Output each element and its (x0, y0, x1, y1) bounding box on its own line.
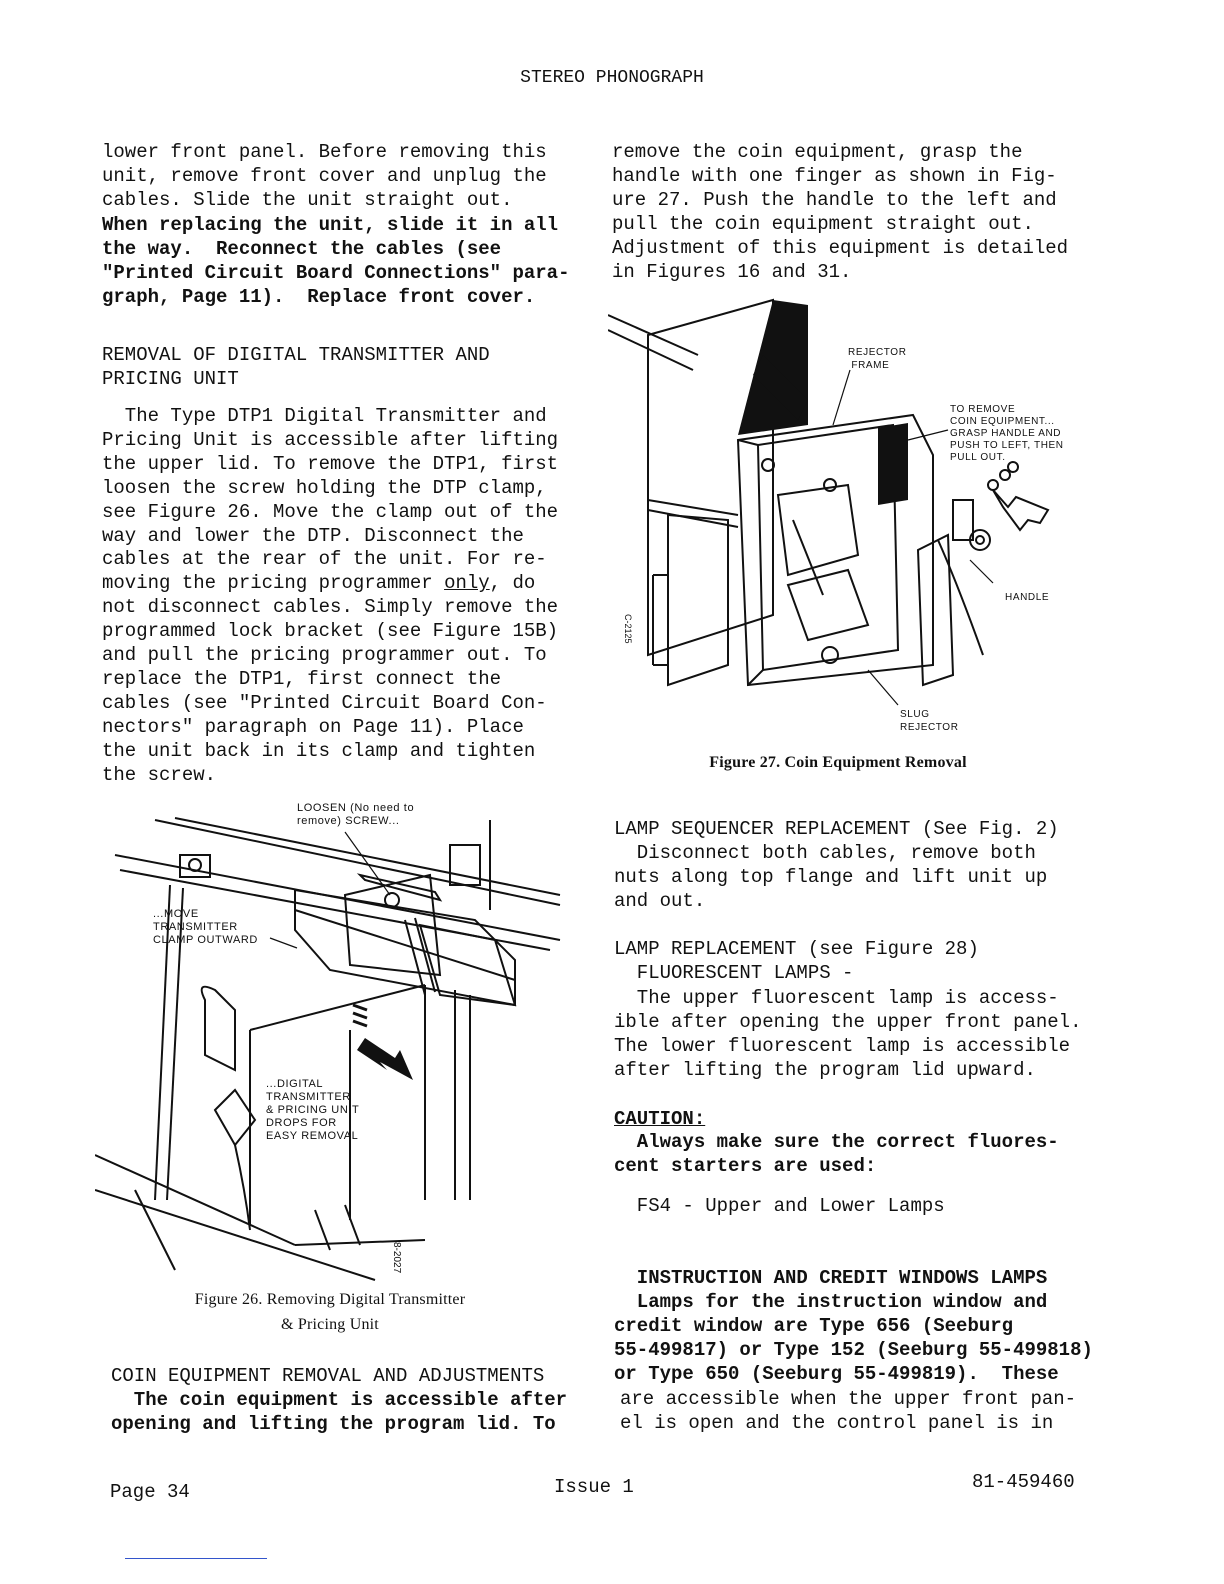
instruction-lamps-text: Lamps for the instruction window and credit window are Type 656 (Seeburg 55-499817) or Type 152 (Seeburg 55-499818) or Type 650 (Seeburg 55-499819). These (614, 1291, 1093, 1385)
figure-26-caption-line1: Figure 26. Removing Digital Transmitter (194, 1291, 466, 1308)
fig27-label-handle: HANDLE (1005, 592, 1050, 603)
fig27-label-slug-rejector: SLUG REJECTOR (900, 709, 959, 733)
fig26-label-drops: ...DIGITAL TRANSMITTER & PRICING UNIT DROPS FOR EASY REMOVAL (266, 1078, 360, 1142)
fig26-label-loosen: LOOSEN (No need to remove) SCREW... (297, 802, 415, 827)
dtp-paragraph (102, 405, 558, 788)
left-paragraph-1-bold: When replacing the unit, slide it in all the way. Reconnect the cables (see "Printed Circuit Board Connections" para- graph, Page 11). Replace front cover. (102, 214, 570, 308)
fig27-code: C-2125 (623, 614, 633, 644)
fig26-code: 8-2027 (391, 1242, 402, 1274)
caution-text: Always make sure the correct fluores- cent starters are used: (614, 1131, 1059, 1177)
caution-label: CAUTION: (614, 1108, 706, 1130)
heading-removal-dtp: REMOVAL OF DIGITAL TRANSMITTER AND PRICING UNIT (102, 344, 490, 390)
footer-page-number: Page 34 (110, 1481, 190, 1503)
fig26-label-move-clamp: ...MOVE TRANSMITTER CLAMP OUTWARD (153, 908, 258, 946)
page-header: STEREO PHONOGRAPH (520, 68, 704, 88)
fig27-label-to-remove: TO REMOVE COIN EQUIPMENT... GRASP HANDLE AND PUSH TO LEFT, THEN PULL OUT. (950, 404, 1064, 463)
lamp-replacement-subheading: FLUORESCENT LAMPS - (614, 962, 854, 984)
instruction-lamps-text-normal: are accessible when the upper front pan- el is open and the control panel is in (620, 1388, 1077, 1434)
dtp-emphasis-only: only (444, 572, 490, 595)
heading-instruction-lamps: INSTRUCTION AND CREDIT WINDOWS LAMPS (614, 1267, 1048, 1289)
coin-equipment-text: The coin equipment is accessible after opening and lifting the program lid. To (111, 1389, 568, 1435)
fig27-label-rejector-frame: REJECTOR FRAME (848, 347, 907, 371)
footer-issue: Issue 1 (554, 1476, 634, 1498)
figure-26-illustration (95, 800, 565, 1285)
heading-coin-equipment: COIN EQUIPMENT REMOVAL AND ADJUSTMENTS (111, 1365, 545, 1387)
left-paragraph-1: lower front panel. Before removing this unit, remove front cover and unplug the cables. Slide the unit straight out. (102, 141, 547, 211)
bottom-rule (125, 1558, 267, 1559)
lamp-replacement-text: The upper fluorescent lamp is access- ible after opening the upper front panel. The lower fluorescent lamp is accessible after lifting the program lid upward. (614, 987, 1082, 1081)
right-paragraph-1: remove the coin equipment, grasp the handle with one finger as shown in Fig- ure 27. Push the handle to the left and pull the coin equipment straight out. Adjustment of this equipment is detailed in Figures 16 and 31. (612, 141, 1069, 283)
heading-lamp-sequencer: LAMP SEQUENCER REPLACEMENT (See Fig. 2) (614, 818, 1059, 840)
footer-document-number: 81-459460 (972, 1471, 1075, 1493)
caution-item: FS4 - Upper and Lower Lamps (614, 1195, 945, 1217)
figure-27-caption: Figure 27. Coin Equipment Removal (709, 754, 967, 771)
lamp-sequencer-text: Disconnect both cables, remove both nuts along top flange and lift unit up and out. (614, 842, 1048, 912)
dtp-text-b: , do not disconnect cables. Simply remove the programmed lock bracket (see Figure 15B) and pull the pricing programmer out. To replace the DTP1, first connect the cables (see "Printed Circuit Board Con- nectors" paragraph on Page 11). Place the unit back in its clamp and tighten the screw. (102, 572, 559, 786)
heading-lamp-replacement: LAMP REPLACEMENT (see Figure 28) (614, 938, 979, 960)
dtp-text-a: The Type DTP1 Digital Transmitter and Pricing Unit is accessible after lifting the upper lid. To remove the DTP1, first loosen the screw holding the DTP clamp, see Figure 26. Move the clamp out of the way and lower the DTP. Disconnect the cables at the rear of the unit. For re- moving the pricing programmer (102, 405, 559, 595)
figure-26-caption-line2: & Pricing Unit (281, 1316, 379, 1333)
